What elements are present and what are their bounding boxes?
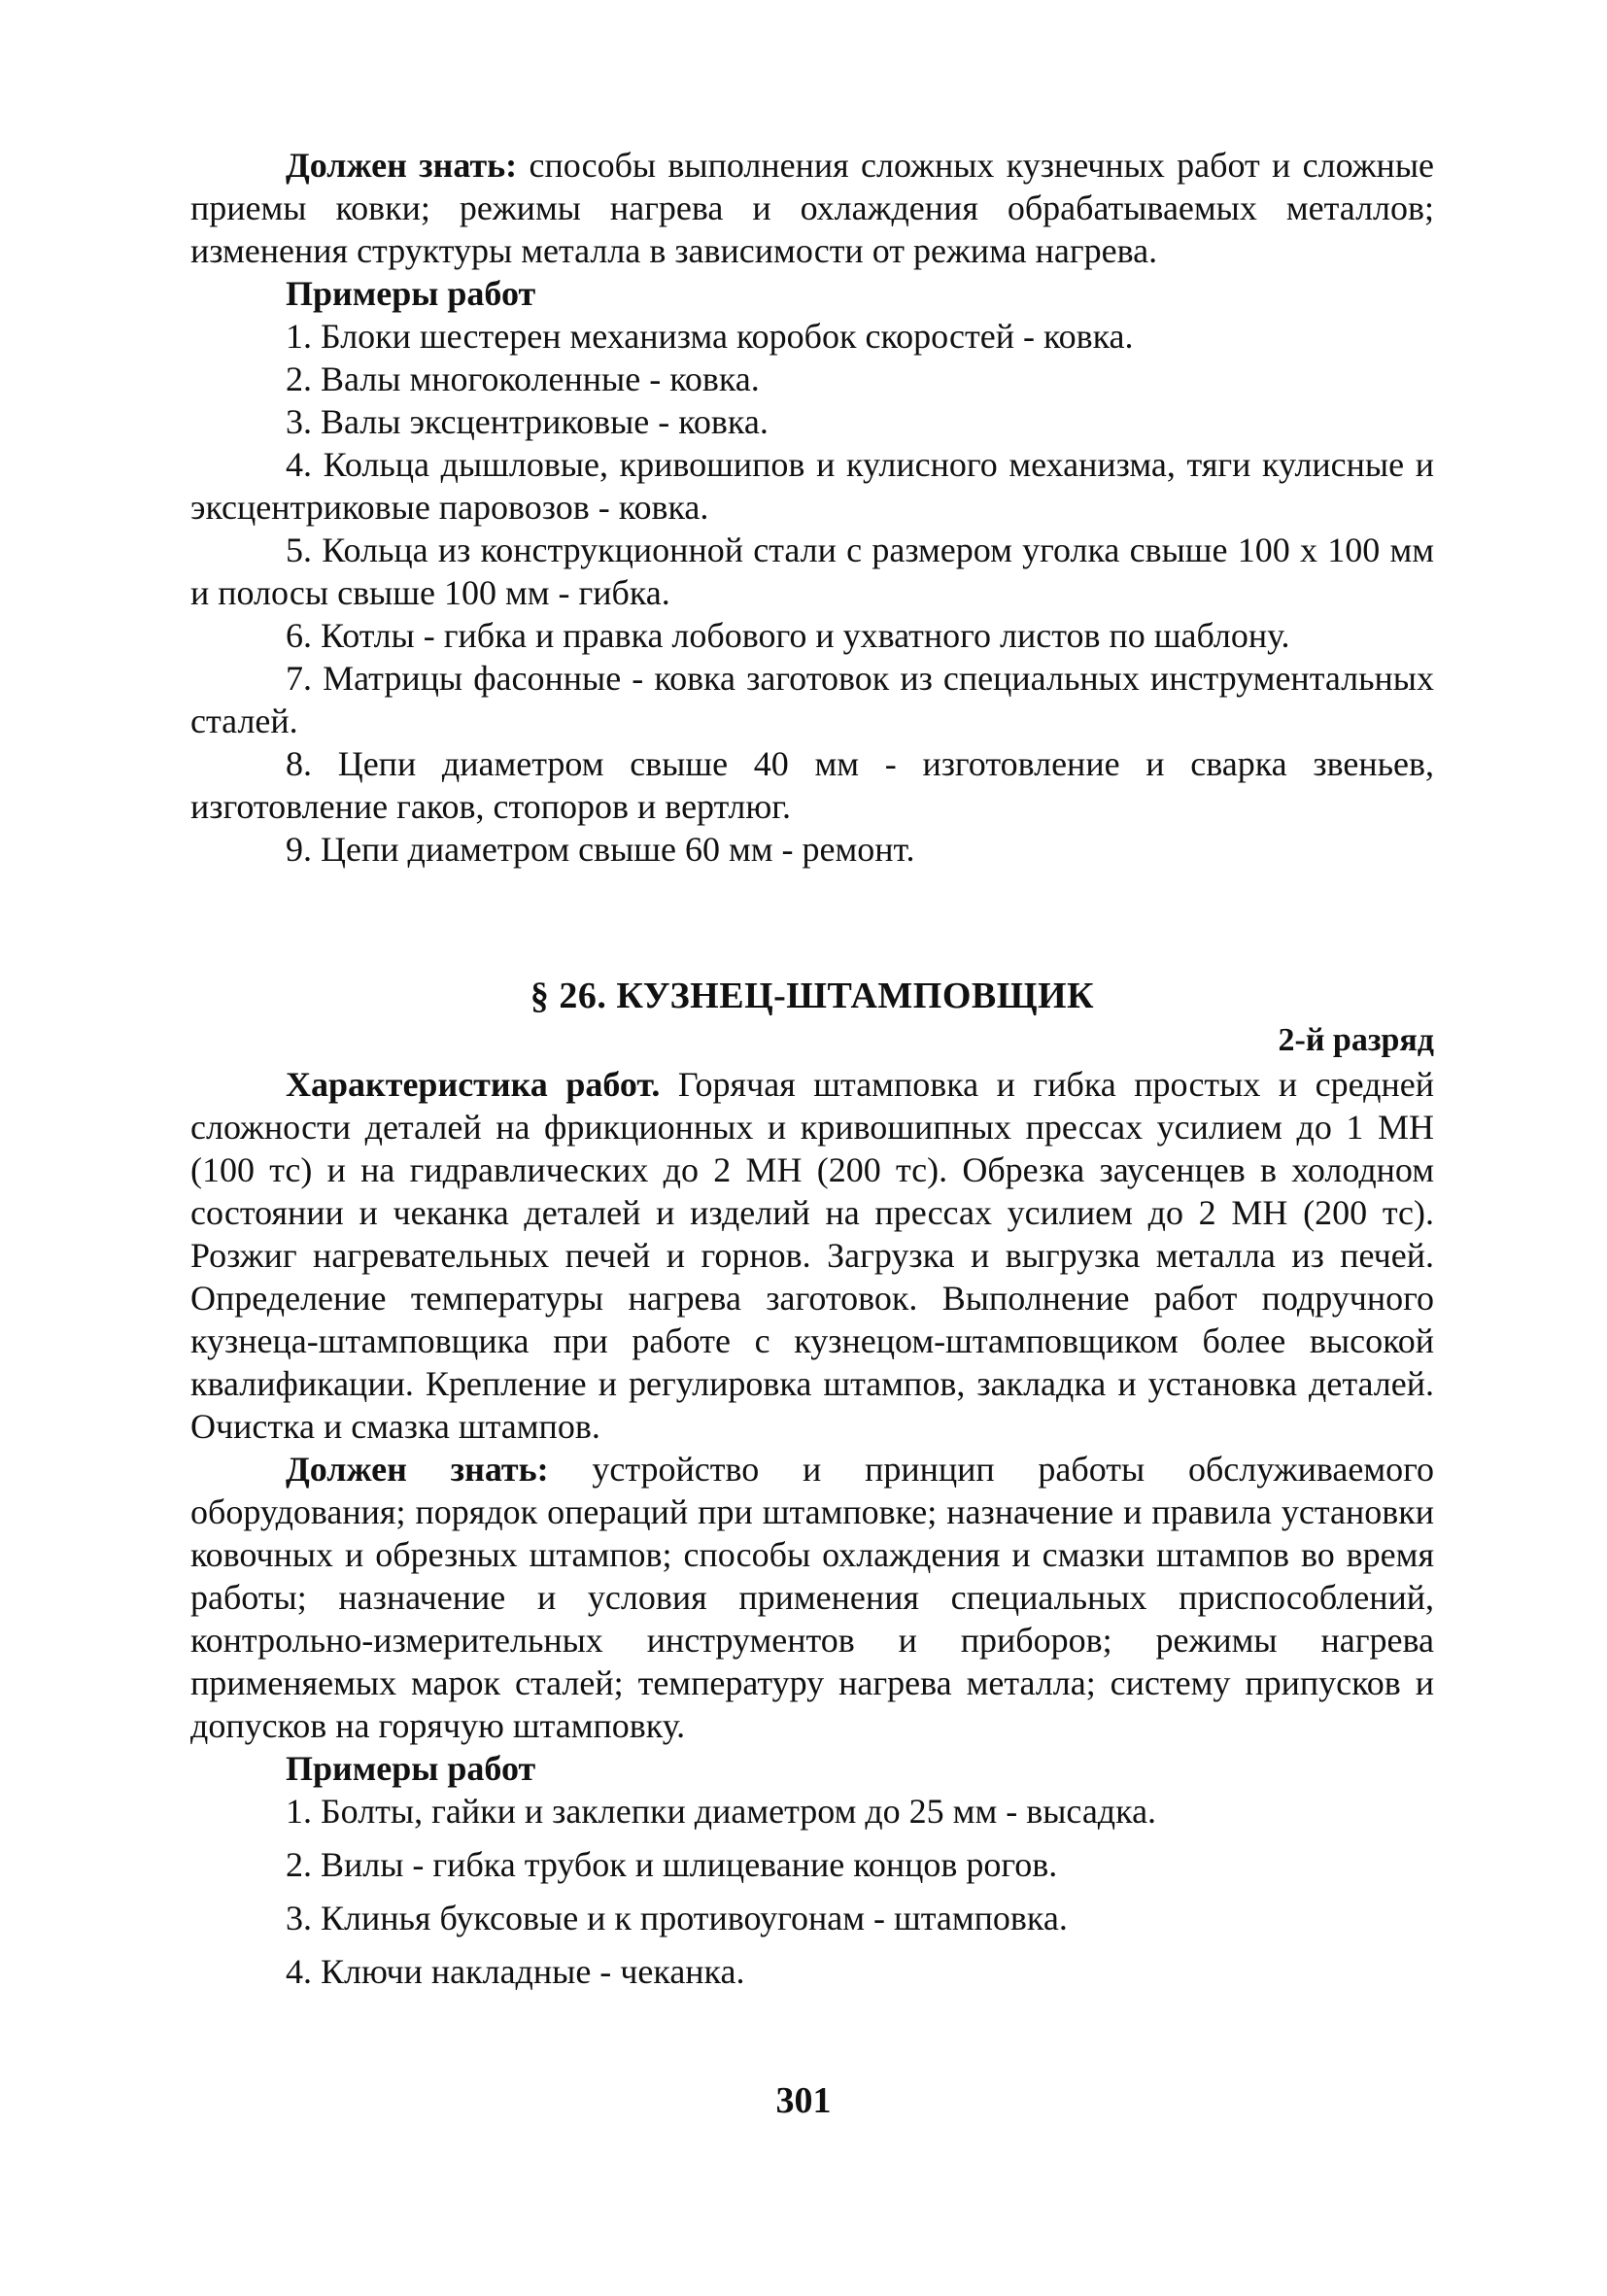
list-item: 2. Вилы - гибка трубок и шлицевание концов рогов. (286, 1845, 1058, 1884)
list-item: 1. Болты, гайки и заклепки диаметром до 25 мм - высадка. (286, 1792, 1157, 1831)
list-item: 4. Кольца дышловые, кривошипов и кулисного механизма, тяги кулисные и эксцентриковые паровозов - ковка. (190, 445, 1434, 527)
must-know-text-2: устройство и принцип работы обслуживаемого оборудования; порядок операций при штамповке; назначение и правила установки ковочных и обрезных штампов; способы охлаждения и смазки штампов во время работы; назначение и условия применения специальных приспособлений, контрольно-измерительных инструментов и приборов; режимы нагрева применяемых марок сталей; температуру нагрева металла; систему припусков и допусков на горячую штамповку. (190, 1450, 1434, 1745)
examples-heading-2: Примеры работ (286, 1749, 536, 1788)
list-item: 9. Цепи диаметром свыше 60 мм - ремонт. (286, 830, 915, 869)
list-item: 7. Матрицы фасонные - ковка заготовок из специальных инструментальных сталей. (190, 659, 1434, 740)
characteristic-label: Характеристика работ. (286, 1065, 661, 1104)
characteristic-paragraph (190, 1063, 1434, 1448)
list-item: 2. Валы многоколенные - ковка. (286, 360, 760, 398)
list-item: 5. Кольца из конструкционной стали с размером уголка свыше 100 х 100 мм и полосы свыше 100 мм - гибка. (190, 531, 1434, 612)
must-know-label-2: Должен знать: (286, 1450, 549, 1489)
list-item: 3. Клинья буксовые и к противоугонам - штамповка. (286, 1899, 1068, 1937)
characteristic-text: Горячая штамповка и гибка простых и средней сложности деталей на фрикционных и кривошипных прессах усилием до 1 МН (100 тс) и на гидравлических до 2 МН (200 тс). Обрезка заусенцев в холодном состоянии и чеканка деталей и изделий на прессах усилием до 2 МН (200 тс). Розжиг нагревательных печей и горнов. Загрузка и выгрузка металла из печей. Определение температуры нагрева заготовок. Выполнение работ подручного кузнеца-штамповщика при работе с кузнецом-штамповщиком более высокой квалификации. Крепление и регулировка штампов, закладка и установка деталей. Очистка и смазка штампов. (190, 1065, 1434, 1446)
examples-list (190, 315, 1434, 871)
list-item: 3. Валы эксцентриковые - ковка. (286, 402, 769, 441)
grade-label: 2-й разряд (1278, 1022, 1434, 1058)
must-know-label: Должен знать: (286, 146, 518, 185)
examples-heading: Примеры работ (286, 274, 536, 313)
examples-list-2 (190, 1790, 1434, 1993)
list-item: 4. Ключи накладные - чеканка. (286, 1952, 745, 1991)
list-item: 1. Блоки шестерен механизма коробок скоростей - ковка. (286, 317, 1134, 356)
must-know-text: способы выполнения сложных кузнечных работ и сложные приемы ковки; режимы нагрева и охлаждения обрабатываемых металлов; изменения структуры металла в зависимости от режима нагрева. (190, 146, 1434, 270)
list-item: 8. Цепи диаметром свыше 40 мм - изготовление и сварка звеньев, изготовление гаков, стопоров и вертлюг. (190, 744, 1434, 826)
must-know-paragraph (190, 144, 1434, 272)
text-column (190, 144, 1434, 2004)
page-number: 301 (775, 2080, 832, 2121)
section-title: § 26. КУЗНЕЦ-ШТАМПОВЩИК (530, 976, 1095, 1016)
list-item: 6. Котлы - гибка и правка лобового и ухватного листов по шаблону. (286, 616, 1290, 655)
must-know-paragraph-2 (190, 1448, 1434, 1747)
